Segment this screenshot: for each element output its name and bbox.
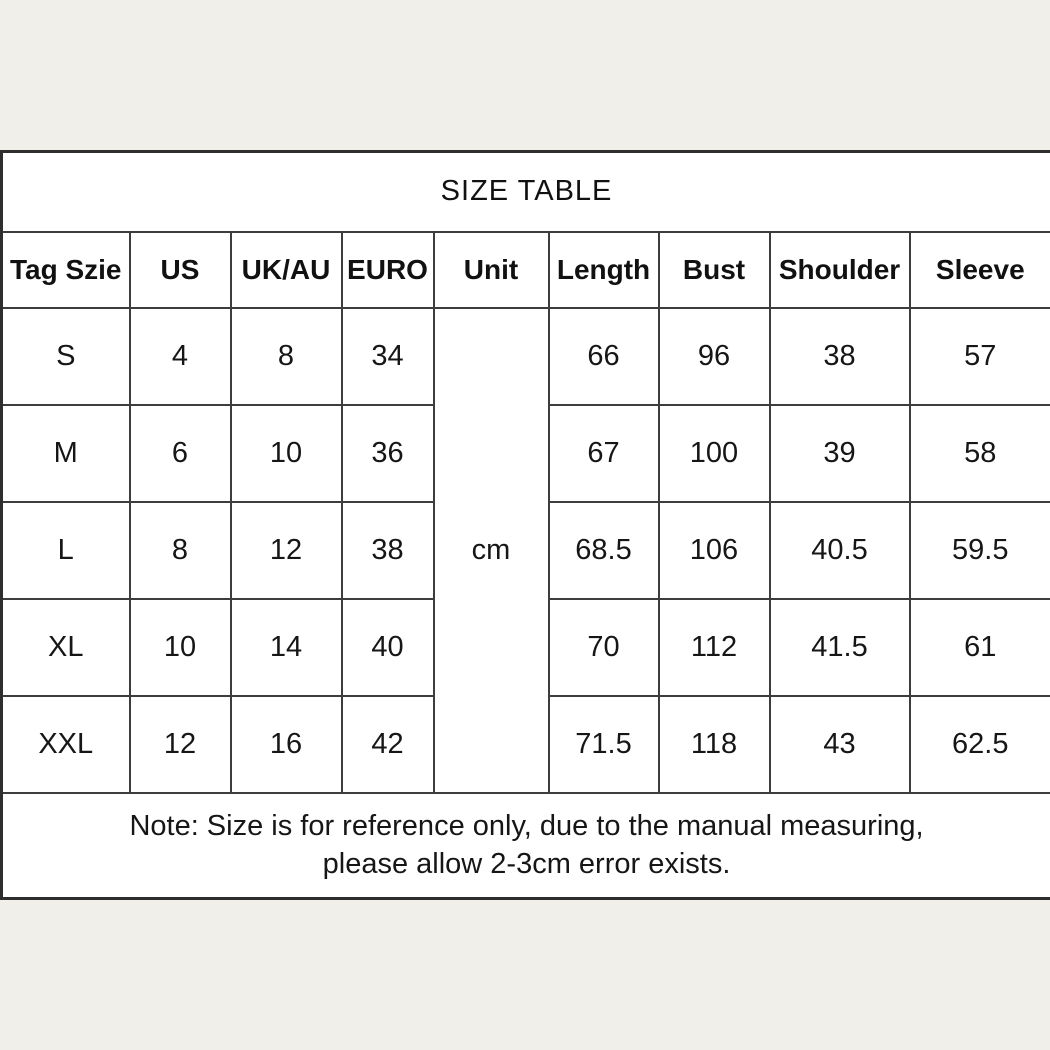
cell-bust: 96 (659, 308, 770, 405)
cell-shoulder: 41.5 (770, 599, 910, 696)
cell-tag-size: XXL (2, 696, 130, 793)
cell-length: 71.5 (549, 696, 659, 793)
cell-euro: 36 (342, 405, 434, 502)
cell-bust: 100 (659, 405, 770, 502)
cell-length: 68.5 (549, 502, 659, 599)
note-line-2: please allow 2-3cm error exists. (322, 848, 731, 881)
cell-euro: 42 (342, 696, 434, 793)
size-row-s (2, 308, 1050, 405)
cell-uk-au: 12 (231, 502, 342, 599)
table-title: SIZE TABLE (2, 152, 1050, 232)
cell-tag-size: S (2, 308, 130, 405)
col-header-uk-au: UK/AU (231, 232, 342, 308)
title-row (2, 152, 1050, 232)
cell-us: 4 (130, 308, 231, 405)
cell-sleeve: 57 (910, 308, 1050, 405)
cell-bust: 106 (659, 502, 770, 599)
col-header-tag-size: Tag Szie (2, 232, 130, 308)
note-cell (2, 793, 1050, 899)
cell-euro: 38 (342, 502, 434, 599)
col-header-unit: Unit (434, 232, 549, 308)
cell-uk-au: 10 (231, 405, 342, 502)
cell-tag-size: M (2, 405, 130, 502)
cell-uk-au: 8 (231, 308, 342, 405)
cell-uk-au: 16 (231, 696, 342, 793)
cell-tag-size: XL (2, 599, 130, 696)
col-header-sleeve: Sleeve (910, 232, 1050, 308)
cell-us: 12 (130, 696, 231, 793)
cell-us: 10 (130, 599, 231, 696)
size-table (0, 150, 1050, 900)
cell-shoulder: 39 (770, 405, 910, 502)
cell-us: 8 (130, 502, 231, 599)
col-header-shoulder: Shoulder (770, 232, 910, 308)
cell-euro: 34 (342, 308, 434, 405)
col-header-length: Length (549, 232, 659, 308)
note-line-1: Note: Size is for reference only, due to the manual measuring, (129, 810, 924, 843)
cell-tag-size: L (2, 502, 130, 599)
col-header-us: US (130, 232, 231, 308)
cell-shoulder: 38 (770, 308, 910, 405)
cell-length: 66 (549, 308, 659, 405)
cell-bust: 118 (659, 696, 770, 793)
note-row (2, 793, 1050, 899)
cell-sleeve: 61 (910, 599, 1050, 696)
cell-unit-merged: cm (434, 308, 549, 793)
col-header-euro: EURO (342, 232, 434, 308)
cell-shoulder: 43 (770, 696, 910, 793)
cell-sleeve: 58 (910, 405, 1050, 502)
col-header-bust: Bust (659, 232, 770, 308)
header-row (2, 232, 1050, 308)
cell-shoulder: 40.5 (770, 502, 910, 599)
cell-length: 67 (549, 405, 659, 502)
cell-bust: 112 (659, 599, 770, 696)
cell-length: 70 (549, 599, 659, 696)
cell-euro: 40 (342, 599, 434, 696)
cell-us: 6 (130, 405, 231, 502)
cell-sleeve: 62.5 (910, 696, 1050, 793)
cell-sleeve: 59.5 (910, 502, 1050, 599)
cell-uk-au: 14 (231, 599, 342, 696)
